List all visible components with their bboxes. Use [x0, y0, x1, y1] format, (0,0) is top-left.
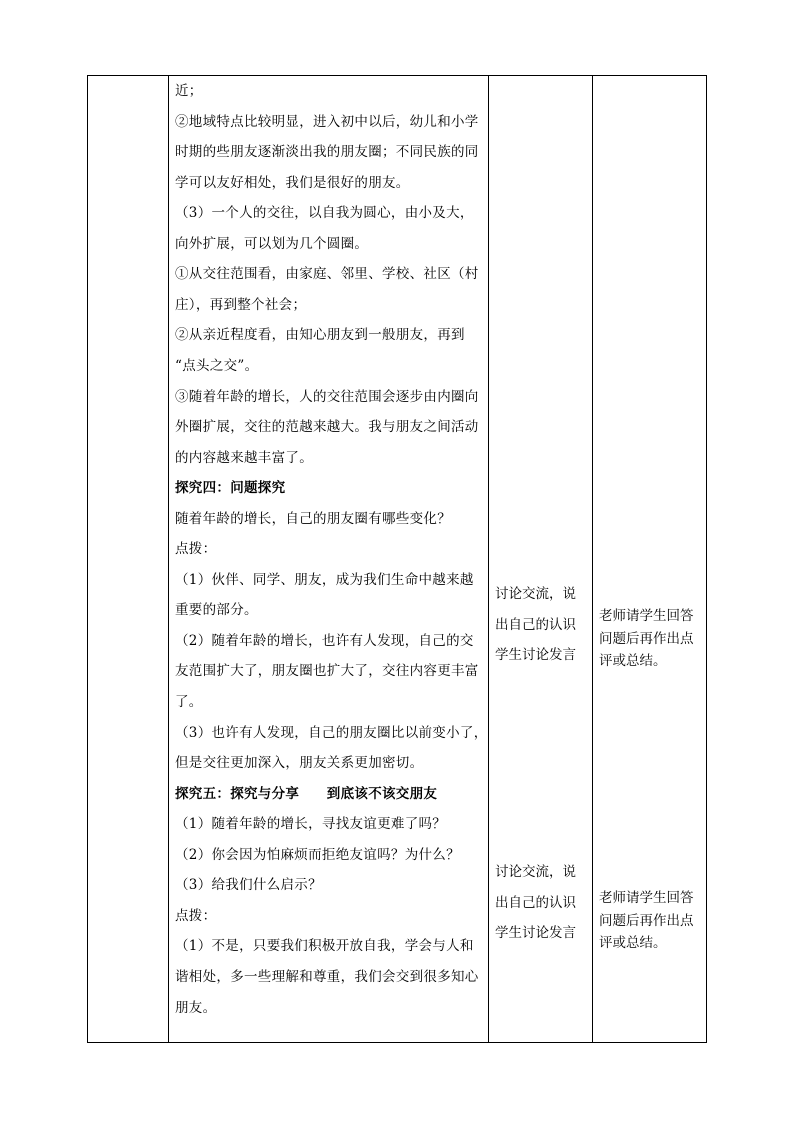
content-line: 但是交往更加深入，朋友关系更加密切。: [175, 755, 424, 772]
teacher-activity-1-line: 评或总结。: [599, 653, 667, 669]
content-line: ①从交往范围看，由家庭、邻里、学校、社区（村: [175, 266, 479, 283]
content-line: 庄），再到整个社会；: [175, 296, 307, 313]
content-line: （1）随着年龄的增长，寻找友谊更难了吗？: [175, 816, 447, 833]
content-line: 点拨：: [175, 907, 217, 924]
student-activity-2-line: 讨论交流，说: [495, 864, 576, 880]
content-line: 探究四：问题探究: [175, 480, 286, 497]
teacher-activity-2-line: 问题后再作出点: [599, 912, 694, 929]
student-activity-2-line: 学生讨论发言: [495, 925, 576, 941]
content-line: 了。: [175, 694, 203, 710]
content-line: 向外扩展，可以划为几个圆圈。: [175, 235, 369, 252]
content-line: 外圈扩展，交往的范越来越大。我与朋友之间活动: [175, 419, 479, 436]
content-line: ②从亲近程度看，由知心朋友到一般朋友，再到: [175, 327, 465, 344]
content-line: （1）不是，只要我们积极开放自我，学会与人和: [175, 938, 474, 955]
content-line: 朋友。: [175, 999, 217, 1016]
content-line: 近；: [175, 83, 203, 99]
column-divider-3: [592, 76, 593, 1042]
teacher-activity-1-line: 问题后再作出点: [599, 630, 694, 647]
student-activity-2-line: 出自己的认识: [495, 894, 576, 911]
column-divider-2: [488, 76, 489, 1042]
content-line: ②地域特点比较明显，进入初中以后，幼儿和小学: [175, 113, 479, 130]
content-line: （3）给我们什么启示？: [175, 877, 322, 894]
student-activity-1-line: 学生讨论发言: [495, 647, 576, 663]
teacher-activity-2-line: 老师请学生回答: [599, 890, 694, 906]
content-line: （3）也许有人发现，自己的朋友圈比以前变小了，: [175, 724, 488, 741]
content-line: 友范围扩大了，朋友圈也扩大了，交往内容更丰富: [175, 663, 479, 680]
content-line: ③随着年龄的增长，人的交往范围会逐步由内圈向: [175, 388, 479, 405]
content-line: 学可以友好相处，我们是很好的朋友。: [175, 174, 410, 191]
content-line: 谐相处，多一些理解和尊重，我们会交到很多知心: [175, 968, 479, 985]
column-divider-1: [168, 76, 169, 1042]
content-line: “点头之交”。: [175, 357, 259, 374]
content-line: （2）随着年龄的增长，也许有人发现，自己的交: [175, 632, 474, 649]
content-line: 重要的部分。: [175, 602, 258, 619]
content-line: 的内容越来越丰富了。: [175, 449, 313, 466]
content-line: 点拨：: [175, 541, 217, 558]
teacher-activity-2-line: 评或总结。: [599, 935, 667, 951]
content-line: 探究五：探究与分享 到底该不该交朋友: [175, 785, 438, 802]
content-line: （2）你会因为怕麻烦而拒绝友谊吗？为什么？: [175, 846, 460, 863]
teacher-activity-1-line: 老师请学生回答: [599, 608, 694, 624]
content-line: 时期的些朋友逐渐淡出我的朋友圈；不同民族的同: [175, 144, 479, 161]
content-line: （3）一个人的交往，以自我为圆心，由小及大，: [175, 205, 474, 222]
lesson-table: [87, 75, 707, 1043]
student-activity-1-line: 讨论交流，说: [495, 586, 576, 602]
content-line: 随着年龄的增长，自己的朋友圈有哪些变化？: [175, 510, 451, 527]
student-activity-1-line: 出自己的认识: [495, 616, 576, 633]
content-line: （1）伙伴、同学、朋友，成为我们生命中越来越: [175, 571, 474, 588]
